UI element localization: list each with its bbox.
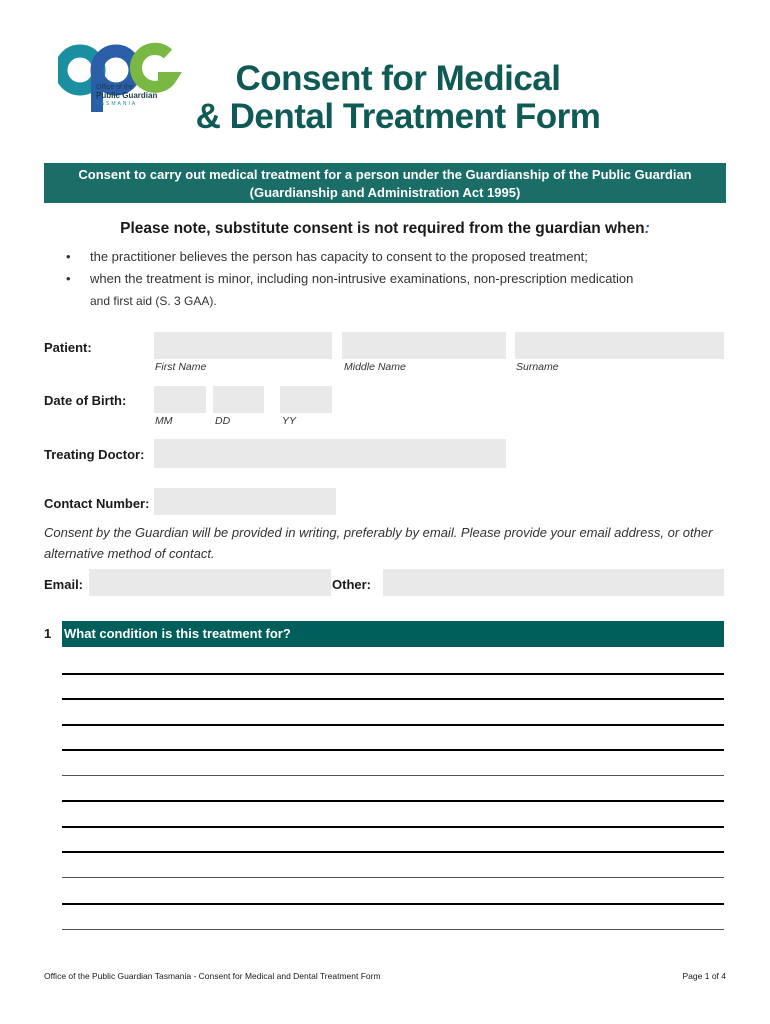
banner-line-1: Consent to carry out medical treatment for a person under the Guardianship of the Public Guardian [78,167,692,182]
opg-logo [58,40,190,120]
dob-day-caption: DD [215,415,231,427]
answer-line[interactable] [62,877,724,878]
dob-year-field[interactable] [280,386,332,413]
email-label: Email: [44,577,84,592]
middle-name-field[interactable] [342,332,506,359]
consent-note: Consent by the Guardian will be provided in writing, preferably by email. Please provide your email address, or other alternative method of contact. [44,525,713,561]
bullet-item: • the practitioner believes the person has capacity to consent to the proposed treatment; [64,246,724,268]
answer-line[interactable] [62,929,724,930]
footer-text: Office of the Public Guardian Tasmania - Consent for Medical and Dental Treatment Form [44,971,381,981]
bullet-icon: • [66,271,71,286]
bullet-icon: • [66,249,71,264]
banner-line-2: (Guardianship and Administration Act 1995) [249,185,521,200]
note-heading: Please note, substitute consent is not required from the guardian when: [120,220,650,237]
dob-label: Date of Birth: [44,393,127,408]
answer-line[interactable] [62,903,724,905]
logo-text: Office of the Public Guardian TASMANIA [96,84,158,107]
page-number: Page 1 of 4 [682,971,726,981]
answer-line[interactable] [62,673,724,675]
question-1-number: 1 [44,626,52,641]
page-title: Consent for Medical & Dental Treatment Form [195,59,601,136]
contact-label: Contact Number: [44,496,150,511]
answer-line[interactable] [62,749,724,751]
answer-line[interactable] [62,851,724,853]
answer-line[interactable] [62,724,724,726]
first-name-caption: First Name [155,361,207,373]
answer-line[interactable] [62,800,724,802]
surname-field[interactable] [515,332,724,359]
answer-line[interactable] [62,698,724,700]
answer-line[interactable] [62,826,724,828]
email-field[interactable] [89,569,331,596]
header-banner [44,163,726,203]
question-1-text: What condition is this treatment for? [64,626,291,641]
other-label: Other: [332,577,371,592]
dob-month-caption: MM [155,415,173,427]
answer-line[interactable] [62,775,724,776]
treating-doctor-field[interactable] [154,439,506,468]
bullet-continuation: and first aid (S. 3 GAA). [90,294,217,308]
dob-day-field[interactable] [213,386,264,413]
other-contact-field[interactable] [383,569,724,596]
bullet-item: • when the treatment is minor, including non-intrusive examinations, non-prescription medication [64,268,724,290]
patient-label: Patient: [44,340,92,355]
dob-year-caption: YY [282,415,297,427]
first-name-field[interactable] [154,332,332,359]
dob-month-field[interactable] [154,386,206,413]
surname-caption: Surname [516,361,559,373]
doctor-label: Treating Doctor: [44,447,145,462]
note-bullets [64,246,724,312]
contact-number-field[interactable] [154,488,336,515]
middle-name-caption: Middle Name [344,361,406,373]
